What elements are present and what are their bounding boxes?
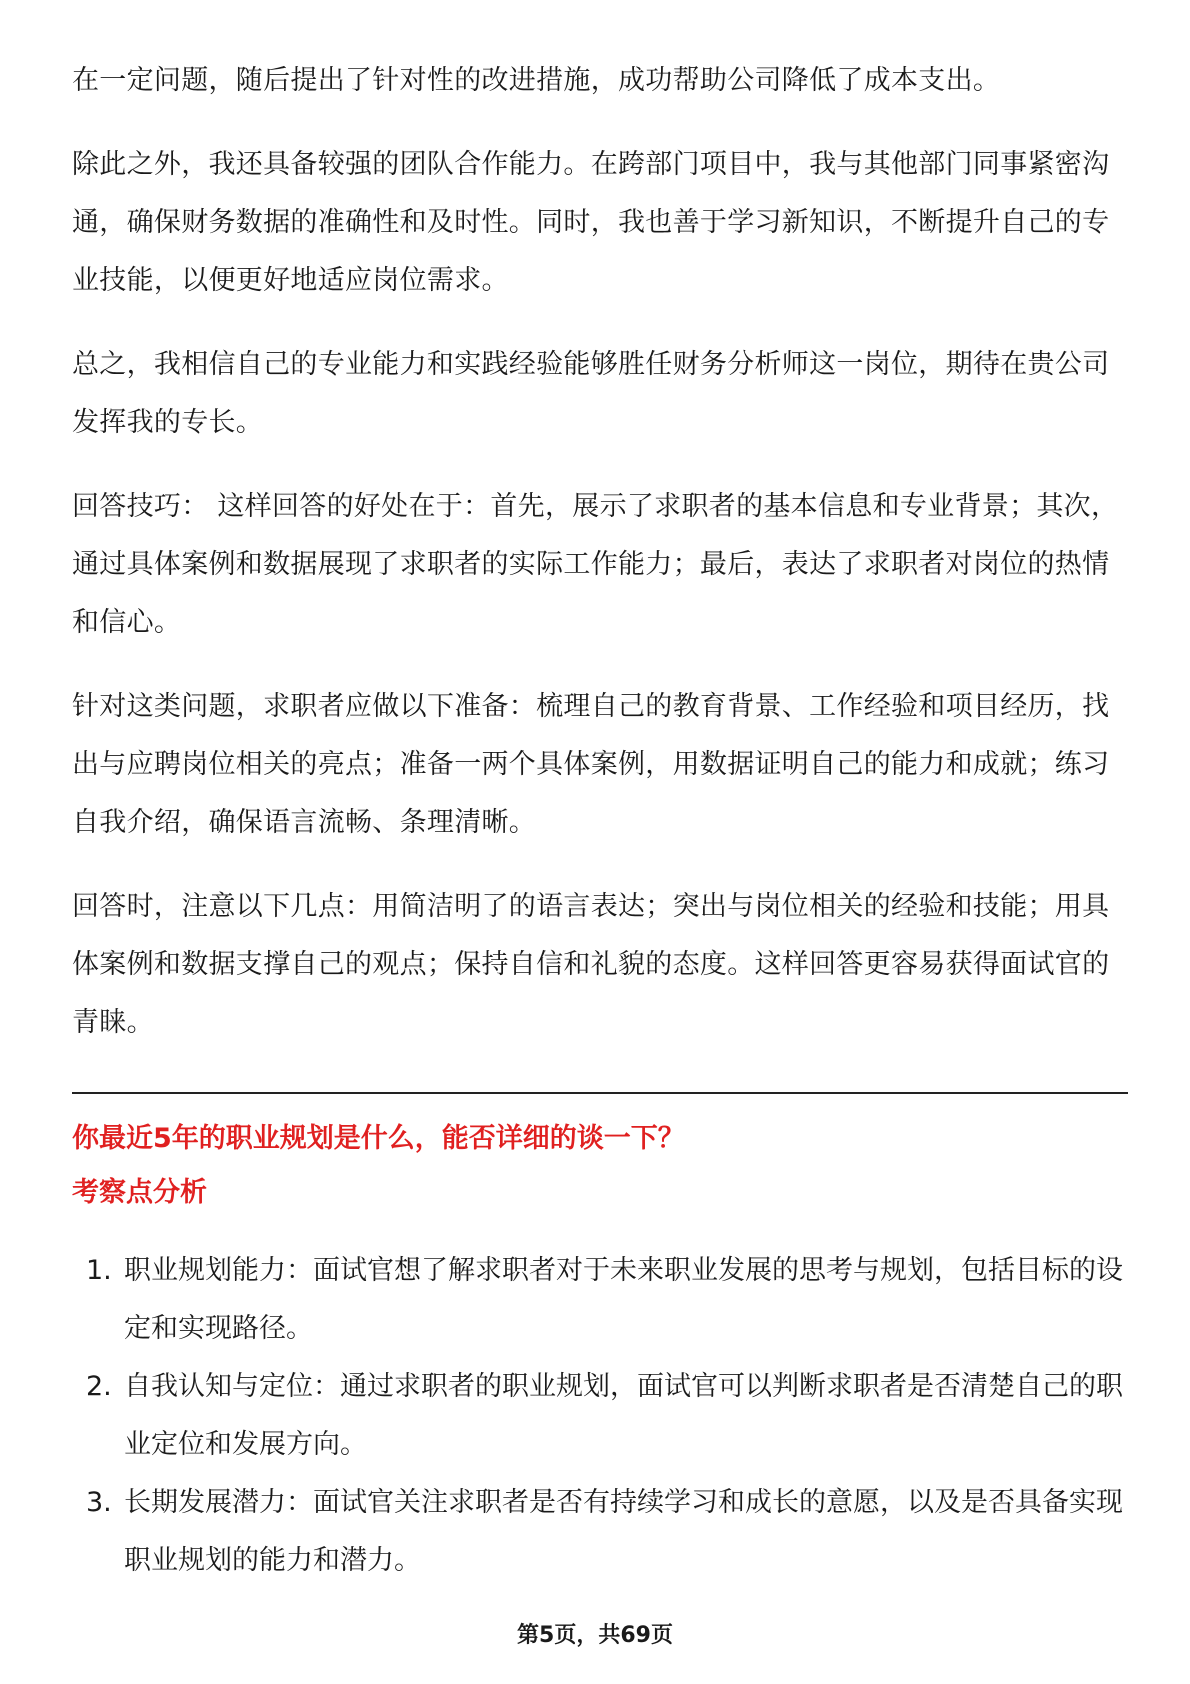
analysis-list <box>72 1242 1128 1590</box>
analysis-heading: 考察点分析 <box>72 1177 207 1208</box>
paragraph: 在一定问题，随后提出了针对性的改进措施，成功帮助公司降低了成本支出。 <box>72 65 1001 96</box>
section-divider <box>72 1092 1128 1094</box>
paragraph: 除此之外，我还具备较强的团队合作能力。在跨部门项目中，我与其他部门同事紧密沟通，确保财务数据的准确性和及时性。同时，我也善于学习新知识，不断提升自己的专业技能，以便更好地适应岗位需求。 <box>72 149 1110 296</box>
question-title: 你最近5年的职业规划是什么，能否详细的谈一下？ <box>72 1123 685 1154</box>
list-number: 1. <box>86 1255 112 1286</box>
paragraph: 针对这类问题，求职者应做以下准备：梳理自己的教育背景、工作经验和项目经历，找出与应聘岗位相关的亮点；准备一两个具体案例，用数据证明自己的能力和成就；练习自我介绍，确保语言流畅、条理清晰。 <box>72 691 1110 838</box>
list-number: 3. <box>86 1487 112 1518</box>
document-page <box>72 52 1128 1590</box>
page-footer: 第5页，共69页 <box>517 1623 673 1648</box>
list-item <box>72 1474 1128 1590</box>
list-text: 自我认知与定位：通过求职者的职业规划，面试官可以判断求职者是否清楚自己的职业定位和发展方向。 <box>124 1371 1123 1460</box>
list-text: 长期发展潜力：面试官关注求职者是否有持续学习和成长的意愿，以及是否具备实现职业规划的能力和潜力。 <box>124 1487 1123 1576</box>
list-text: 职业规划能力：面试官想了解求职者对于未来职业发展的思考与规划，包括目标的设定和实现路径。 <box>124 1255 1123 1344</box>
paragraph: 总之，我相信自己的专业能力和实践经验能够胜任财务分析师这一岗位，期待在贵公司发挥我的专长。 <box>72 349 1110 438</box>
list-item <box>72 1242 1128 1358</box>
paragraph: 回答时，注意以下几点：用简洁明了的语言表达；突出与岗位相关的经验和技能；用具体案例和数据支撑自己的观点；保持自信和礼貌的态度。这样回答更容易获得面试官的青睐。 <box>72 891 1110 1038</box>
list-number: 2. <box>86 1371 112 1402</box>
list-item <box>72 1358 1128 1474</box>
paragraph: 回答技巧： 这样回答的好处在于：首先，展示了求职者的基本信息和专业背景；其次，通过具体案例和数据展现了求职者的实际工作能力；最后，表达了求职者对岗位的热情和信心。 <box>72 491 1119 638</box>
